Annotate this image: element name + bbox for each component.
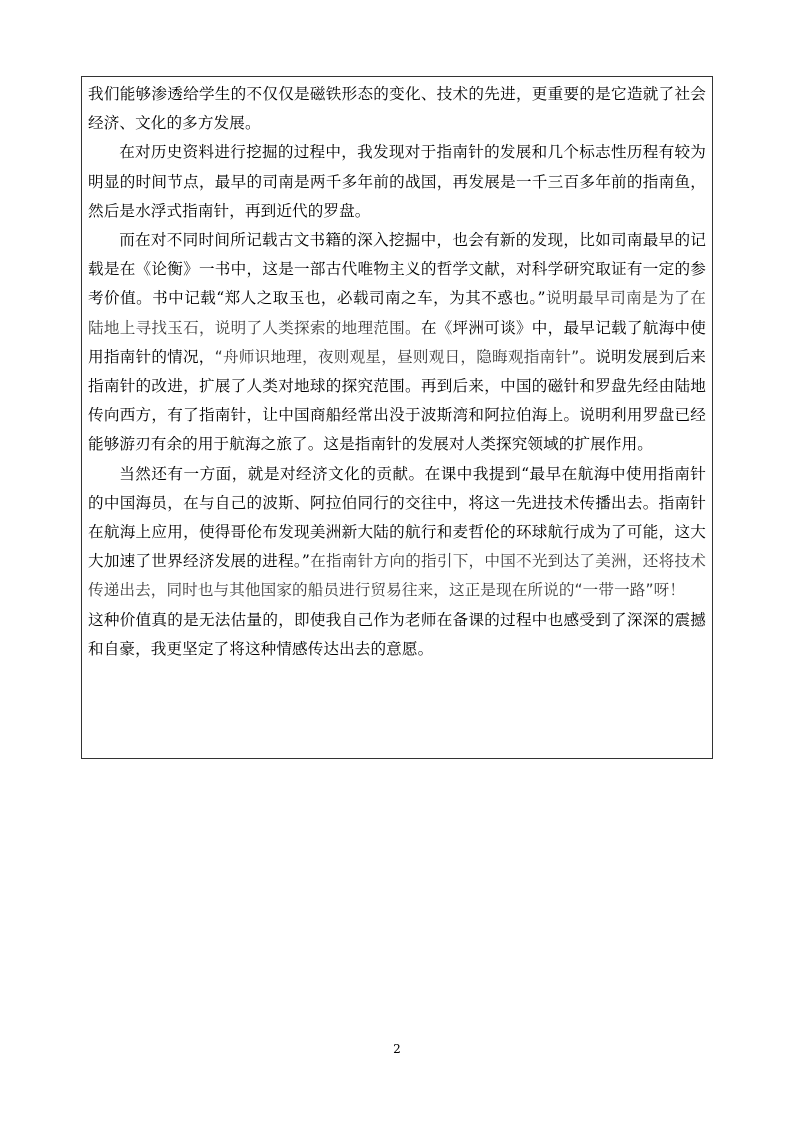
quote-run: 在指南针方向的指引下，中国不光到达了美洲，还将技术传递出去，同时也与其他国家的船员进行贸易往来，这正是现在所说的“一带一路”呀！ (88, 552, 706, 600)
text-run: 。说明发展到后来指南针的改进，扩展了人类对地球的探究范围。再到后来，中国的磁针和罗盘先经由陆地传向西方，有了指南针，让中国商船经常出没于波斯湾和阿拉伯海上。说明利用罗盘已经能够游刃有余的用于航海之旅了。这是指南针的发展对人类探究领域的扩展作用。 (88, 347, 706, 454)
text-run: 在《坪洲可谈》中，最早记载了航海中使用指南针的情况， (88, 318, 706, 366)
paragraph-economic-contribution (88, 460, 706, 606)
page-number: 2 (393, 1042, 401, 1056)
text-run: 在对历史资料进行挖掘的过程中，我发现对于指南针的发展和几个标志性历程有较为明显的时间节点，最早的司南是两千多年前的战国，再发展是一千三百多年前的指南鱼，然后是水浮式指南针，再到近代的罗盘。 (88, 143, 706, 220)
quote-run: 说明最早司南是为了在陆地上寻找玉石，说明了人类探索的地理范围。 (88, 289, 706, 337)
paragraph-conclusion (88, 606, 706, 664)
text-run: 当然还有一方面，就是对经济文化的贡献。在课中我提到“最早在航海中使用指南针的中国海员，在与自己的波斯、阿拉伯同行的交往中，将这一先进技术传播出去。指南针在航海上应用，使得哥伦布发现美洲新大陆的航行和麦哲伦的环球航行成为了可能，这大大加速了世界经济发展的进程。” (88, 464, 706, 571)
quote-run: “舟师识地理，夜则观星，昼则观日，隐晦观指南针” (214, 347, 580, 366)
paragraph-ancient-records (88, 226, 706, 460)
paragraph-history-timeline (88, 138, 706, 226)
text-run: 而在对不同时间所记载古文书籍的深入挖掘中，也会有新的发现，比如司南最早的记载是在《论衡》一书中，这是一部古代唯物主义的哲学文献，对科学研究取证有一定的参考价值。书中记载“郑人之取玉也，必载司南之车，为其不惑也。” (88, 231, 706, 308)
text-run: 这种价值真的是无法估量的，即使我自己作为老师在备课的过程中也感受到了深深的震撼和自豪，我更坚定了将这种情感传达出去的意愿。 (88, 610, 706, 658)
document-text-box (81, 76, 713, 759)
paragraph-intro (88, 80, 706, 138)
text-run: 我们能够渗透给学生的不仅仅是磁铁形态的变化、技术的先进，更重要的是它造就了社会经济、文化的多方发展。 (88, 85, 706, 133)
